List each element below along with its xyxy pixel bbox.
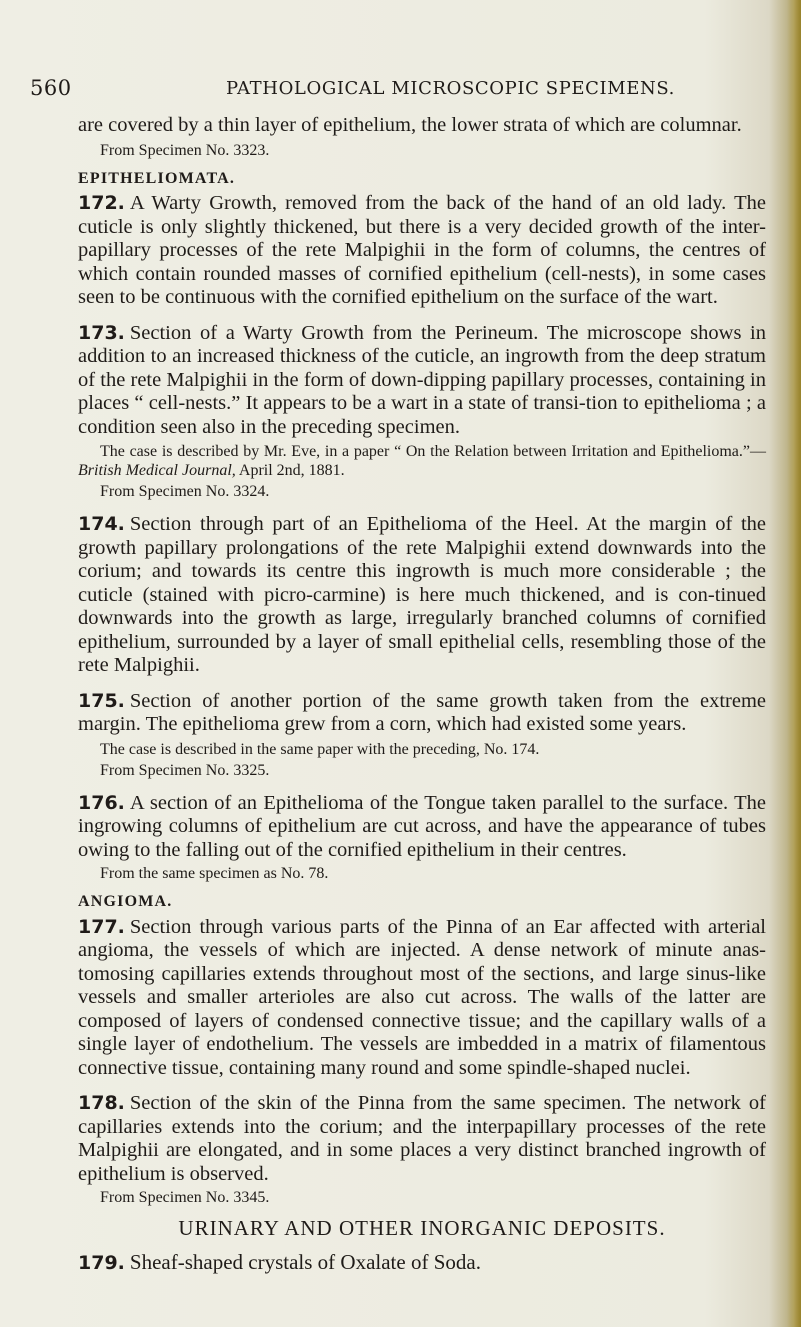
entry-179 <box>78 1251 766 1276</box>
entry-173 <box>78 322 766 440</box>
entry-text: Section of a Warty Growth from the Perineum. The microscope shows in addition to an increased thickness of the cuticle, an ingrowth from the deep stratum of the rete Malpighii in the form of down-dipping papillary processes, containing in places “ cell-nests.” It appears to be a wart in a state of transi-tion to epithelioma ; a condition seen also in the preceding specimen. <box>78 321 766 438</box>
page-header <box>30 76 770 106</box>
case-note: The case is described in the same paper with the preceding, No. 174. <box>100 740 540 758</box>
entry-174 <box>78 513 766 678</box>
entry-text: A Warty Growth, removed from the back of the hand of an old lady. The cuticle is only slightly thickened, but there is a very decided growth of the inter-papillary processes of the rete Malpighii in the form of columns, the centres of which contain rounded masses of cornified epithelium (cell-nests), in some cases seen to be continuous with the cornified epithelium on the surface of the wart. <box>78 192 766 308</box>
entry-177 <box>78 916 766 1081</box>
continued-paragraph: are covered by a thin layer of epithelium, the lower strata of which are columnar. <box>78 114 742 136</box>
entry-number: 174. <box>78 513 125 535</box>
entry-number: 177. <box>78 915 125 938</box>
section-heading: URINARY AND OTHER INORGANIC DEPOSITS. <box>178 1216 666 1240</box>
note-date: April 2nd, 1881. <box>235 462 345 479</box>
entry-number: 179. <box>78 1251 125 1274</box>
entry-number: 172. <box>78 192 125 214</box>
entry-text: A section of an Epithelioma of the Tongue taken parallel to the surface. The ingrowing columns of epithelium are cut across, and have the appearance of tubes owing to the falling out of the cornified epithelium in their centres. <box>78 791 766 861</box>
entry-number: 175. <box>78 689 125 712</box>
page-body <box>78 114 766 1275</box>
category-heading-epitheliomata: EPITHELIOMATA. <box>78 169 236 187</box>
entry-175 <box>78 690 766 737</box>
journal-title: British Medical Journal, <box>78 462 236 479</box>
entry-176 <box>78 792 766 863</box>
entry-text: Section through part of an Epithelioma of the Heel. At the margin of the growth papillary prolongations of the rete Malpighii extend downwards into the corium; and towards its centre this ingrowth is much more considerable ; the cuticle (stained with picro-carmine) is here much thickened, and is con-tinued downwards into the growth as large, irregularly branched columns of cornified epithelium, surrounded by a layer of small epithelial cells, resembling those of the rete Malpighii. <box>78 513 766 676</box>
specimen-source: From Specimen No. 3345. <box>100 1189 270 1206</box>
entry-text: Section of another portion of the same growth taken from the extreme margin. The epithelioma grew from a corn, which had existed some years. <box>78 689 766 735</box>
entry-172 <box>78 192 766 310</box>
entry-178 <box>78 1092 766 1186</box>
page-number: 560 <box>30 76 72 100</box>
entry-text: Sheaf-shaped crystals of Oxalate of Soda. <box>129 1249 481 1274</box>
entry-number: 178. <box>78 1092 125 1114</box>
category-heading-angioma: ANGIOMA. <box>78 893 173 910</box>
specimen-source: From Specimen No. 3323. <box>100 141 270 159</box>
entry-number: 176. <box>78 791 125 814</box>
specimen-source: From the same specimen as No. 78. <box>100 865 329 882</box>
entry-text: Section of the skin of the Pinna from the same specimen. The network of capillaries extends into the corium; and the interpapillary processes of the rete Malpighii are elongated, and in some places a very distinct branched ingrowth of epithelium is observed. <box>78 1092 766 1185</box>
page-edge <box>787 0 801 1327</box>
specimen-source: From Specimen No. 3324. <box>100 483 270 500</box>
running-title: PATHOLOGICAL MICROSCOPIC SPECIMENS. <box>226 78 675 99</box>
case-note <box>78 442 766 480</box>
entry-text: Section through various parts of the Pinna of an Ear affected with arterial angioma, the vessels of which are injected. A dense network of minute anas-tomosing capillaries extends throughout most of the sections, and large sinus-like vessels and smaller arterioles are also cut across. The walls of the latter are composed of layers of condensed connective tissue; and the capillary walls of a single layer of endothelium. The vessels are imbedded in a matrix of filamentous connective tissue, containing many round and some spindle-shaped nuclei. <box>78 915 766 1079</box>
note-text: The case is described by Mr. Eve, in a paper “ On the Relation between Irritation and Epithelioma.”— <box>100 443 766 460</box>
entry-number: 173. <box>78 321 125 344</box>
specimen-source: From Specimen No. 3325. <box>100 761 270 779</box>
